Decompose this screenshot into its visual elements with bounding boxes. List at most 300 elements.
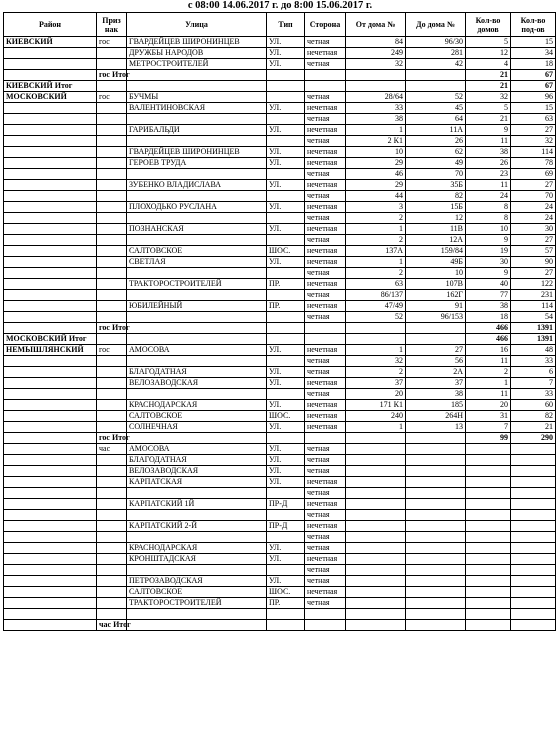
cell-district bbox=[4, 180, 97, 191]
cell-entrance-count: 18 bbox=[511, 59, 556, 70]
cell-entrance-count: 114 bbox=[511, 147, 556, 158]
cell-to-house bbox=[406, 510, 466, 521]
cell-district bbox=[4, 290, 97, 301]
table-row bbox=[4, 400, 556, 411]
cell-to-house: 96/153 bbox=[406, 312, 466, 323]
cell-house-count: 8 bbox=[466, 213, 511, 224]
cell-side: четная bbox=[305, 268, 346, 279]
cell-side: четная bbox=[305, 290, 346, 301]
cell-street bbox=[127, 389, 267, 400]
cell-entrance-count bbox=[511, 587, 556, 598]
cell-from-house: 38 bbox=[346, 114, 406, 125]
cell-street: САЛТОВСКОЕ bbox=[127, 411, 267, 422]
cell-house-count: 20 bbox=[466, 400, 511, 411]
cell-type bbox=[267, 389, 305, 400]
cell-side: нечетная bbox=[305, 499, 346, 510]
table-row bbox=[4, 411, 556, 422]
cell-district bbox=[4, 323, 97, 334]
cell-to-house: 159/84 bbox=[406, 246, 466, 257]
cell-from-house: 3 bbox=[346, 202, 406, 213]
table-row bbox=[4, 587, 556, 598]
cell-side: нечетная bbox=[305, 103, 346, 114]
cell-attribute bbox=[97, 312, 127, 323]
cell-from-house bbox=[346, 488, 406, 499]
table-row bbox=[4, 422, 556, 433]
cell-type: УЛ. bbox=[267, 125, 305, 136]
cell-type: ШОС. bbox=[267, 411, 305, 422]
cell-entrance-count bbox=[511, 543, 556, 554]
cell-from-house bbox=[346, 466, 406, 477]
cell-from-house: 86/137 bbox=[346, 290, 406, 301]
cell-entrance-count: 32 bbox=[511, 136, 556, 147]
cell-type bbox=[267, 510, 305, 521]
cell-from-house bbox=[346, 598, 406, 609]
cell-house-count: 7 bbox=[466, 422, 511, 433]
cell-attribute bbox=[97, 268, 127, 279]
cell-to-house: 185 bbox=[406, 400, 466, 411]
cell-entrance-count: 21 bbox=[511, 422, 556, 433]
cell-to-house: 38 bbox=[406, 389, 466, 400]
cell-street bbox=[127, 609, 267, 620]
cell-from-house: 20 bbox=[346, 389, 406, 400]
cell-street: ПЕТРОЗАВОДСКАЯ bbox=[127, 576, 267, 587]
cell-house-count: 21 bbox=[466, 70, 511, 81]
cell-side: четная bbox=[305, 37, 346, 48]
cell-street bbox=[127, 433, 267, 444]
cell-house-count: 18 bbox=[466, 312, 511, 323]
cell-side: четная bbox=[305, 510, 346, 521]
cell-street bbox=[127, 620, 267, 631]
cell-street: МЕТРОСТРОИТЕЛЕЙ bbox=[127, 59, 267, 70]
table-row bbox=[4, 444, 556, 455]
cell-side bbox=[305, 433, 346, 444]
table-row bbox=[4, 345, 556, 356]
page-title: с 08:00 14.06.2017 г. до 8:00 15.06.2017 г. bbox=[187, 0, 373, 11]
cell-entrance-count: 114 bbox=[511, 301, 556, 312]
cell-district bbox=[4, 356, 97, 367]
cell-from-house bbox=[346, 323, 406, 334]
table-row bbox=[4, 389, 556, 400]
cell-entrance-count: 78 bbox=[511, 158, 556, 169]
cell-attribute bbox=[97, 532, 127, 543]
cell-from-house bbox=[346, 576, 406, 587]
cell-type bbox=[267, 268, 305, 279]
cell-entrance-count bbox=[511, 521, 556, 532]
cell-district bbox=[4, 279, 97, 290]
cell-attribute bbox=[97, 48, 127, 59]
cell-from-house: 171 К1 bbox=[346, 400, 406, 411]
cell-side: четная bbox=[305, 543, 346, 554]
table-row bbox=[4, 488, 556, 499]
cell-street: ГАРИБАЛЬДИ bbox=[127, 125, 267, 136]
cell-side: нечетная bbox=[305, 301, 346, 312]
cell-side bbox=[305, 334, 346, 345]
cell-district bbox=[4, 114, 97, 125]
col-header-attribute: Приз нак bbox=[97, 13, 127, 37]
cell-type bbox=[267, 532, 305, 543]
table-body bbox=[4, 37, 556, 631]
cell-attribute bbox=[97, 125, 127, 136]
cell-from-house bbox=[346, 510, 406, 521]
table-row bbox=[4, 521, 556, 532]
cell-entrance-count bbox=[511, 499, 556, 510]
cell-district bbox=[4, 565, 97, 576]
cell-house-count: 9 bbox=[466, 125, 511, 136]
cell-entrance-count: 27 bbox=[511, 268, 556, 279]
cell-street bbox=[127, 169, 267, 180]
table-row bbox=[4, 543, 556, 554]
cell-entrance-count bbox=[511, 565, 556, 576]
cell-type bbox=[267, 334, 305, 345]
cell-from-house: 2 bbox=[346, 235, 406, 246]
cell-type: УЛ. bbox=[267, 367, 305, 378]
cell-to-house: 2А bbox=[406, 367, 466, 378]
cell-from-house: 1 bbox=[346, 224, 406, 235]
cell-side: четная bbox=[305, 488, 346, 499]
cell-from-house: 240 bbox=[346, 411, 406, 422]
cell-to-house: 91 bbox=[406, 301, 466, 312]
cell-to-house: 26 bbox=[406, 136, 466, 147]
cell-attribute bbox=[97, 147, 127, 158]
table-row bbox=[4, 268, 556, 279]
cell-to-house bbox=[406, 521, 466, 532]
table-row bbox=[4, 554, 556, 565]
table-row bbox=[4, 158, 556, 169]
table-row bbox=[4, 191, 556, 202]
col-header-from-house: От дома № bbox=[346, 13, 406, 37]
cell-attribute bbox=[97, 367, 127, 378]
cell-district bbox=[4, 488, 97, 499]
cell-from-house: 28/64 bbox=[346, 92, 406, 103]
outage-table bbox=[3, 12, 556, 631]
cell-attribute: гос Итог bbox=[97, 70, 127, 81]
cell-from-house: 37 bbox=[346, 378, 406, 389]
cell-side: нечетная bbox=[305, 180, 346, 191]
cell-to-house bbox=[406, 543, 466, 554]
cell-side: четная bbox=[305, 444, 346, 455]
cell-side: нечетная bbox=[305, 477, 346, 488]
cell-type: УЛ. bbox=[267, 444, 305, 455]
cell-district bbox=[4, 554, 97, 565]
cell-entrance-count: 96 bbox=[511, 92, 556, 103]
cell-district: НЕМЫШЛЯНСКИЙ bbox=[4, 345, 97, 356]
cell-district: КИЕВСКИЙ Итог bbox=[4, 81, 97, 92]
cell-entrance-count: 69 bbox=[511, 169, 556, 180]
cell-attribute bbox=[97, 290, 127, 301]
cell-district bbox=[4, 477, 97, 488]
cell-type: ПР-Д bbox=[267, 521, 305, 532]
cell-street: СВЕТЛАЯ bbox=[127, 257, 267, 268]
table-row bbox=[4, 510, 556, 521]
cell-from-house bbox=[346, 477, 406, 488]
cell-district bbox=[4, 400, 97, 411]
cell-district bbox=[4, 246, 97, 257]
cell-entrance-count bbox=[511, 488, 556, 499]
cell-side: четная bbox=[305, 389, 346, 400]
cell-street: БУЧМЫ bbox=[127, 92, 267, 103]
cell-district bbox=[4, 576, 97, 587]
cell-street bbox=[127, 114, 267, 125]
cell-attribute bbox=[97, 202, 127, 213]
cell-type: УЛ. bbox=[267, 147, 305, 158]
cell-entrance-count: 33 bbox=[511, 389, 556, 400]
cell-to-house: 42 bbox=[406, 59, 466, 70]
cell-to-house bbox=[406, 444, 466, 455]
table-row bbox=[4, 466, 556, 477]
cell-type: УЛ. bbox=[267, 466, 305, 477]
cell-from-house bbox=[346, 70, 406, 81]
cell-side: четная bbox=[305, 136, 346, 147]
cell-attribute bbox=[97, 466, 127, 477]
cell-entrance-count: 33 bbox=[511, 356, 556, 367]
cell-side: четная bbox=[305, 367, 346, 378]
cell-attribute bbox=[97, 356, 127, 367]
cell-attribute bbox=[97, 543, 127, 554]
cell-type bbox=[267, 609, 305, 620]
cell-type: УЛ. bbox=[267, 455, 305, 466]
col-header-street: Улица bbox=[127, 13, 267, 37]
cell-house-count: 21 bbox=[466, 81, 511, 92]
table-row bbox=[4, 147, 556, 158]
cell-to-house: 13 bbox=[406, 422, 466, 433]
cell-house-count: 4 bbox=[466, 59, 511, 70]
cell-house-count: 11 bbox=[466, 180, 511, 191]
cell-house-count bbox=[466, 576, 511, 587]
cell-district bbox=[4, 301, 97, 312]
cell-type: УЛ. bbox=[267, 422, 305, 433]
cell-from-house: 1 bbox=[346, 345, 406, 356]
cell-street: ВЕЛОЗАВОДСКАЯ bbox=[127, 378, 267, 389]
cell-from-house bbox=[346, 521, 406, 532]
cell-to-house: 12 bbox=[406, 213, 466, 224]
cell-district bbox=[4, 609, 97, 620]
table-row bbox=[4, 323, 556, 334]
cell-from-house: 84 bbox=[346, 37, 406, 48]
cell-entrance-count: 63 bbox=[511, 114, 556, 125]
cell-district bbox=[4, 147, 97, 158]
cell-house-count: 32 bbox=[466, 92, 511, 103]
table-row bbox=[4, 114, 556, 125]
cell-district bbox=[4, 268, 97, 279]
cell-to-house: 264Н bbox=[406, 411, 466, 422]
table-row bbox=[4, 609, 556, 620]
table-row bbox=[4, 620, 556, 631]
cell-from-house: 33 bbox=[346, 103, 406, 114]
cell-district bbox=[4, 59, 97, 70]
cell-street: ТРАКТОРОСТРОИТЕЛЕЙ bbox=[127, 279, 267, 290]
cell-district bbox=[4, 202, 97, 213]
cell-to-house bbox=[406, 576, 466, 587]
cell-street: КРАСНОДАРСКАЯ bbox=[127, 400, 267, 411]
cell-district bbox=[4, 499, 97, 510]
cell-entrance-count: 1391 bbox=[511, 323, 556, 334]
cell-district: МОСКОВСКИЙ bbox=[4, 92, 97, 103]
cell-side: четная bbox=[305, 114, 346, 125]
cell-street: ТРАКТОРОСТРОИТЕЛЕЙ bbox=[127, 598, 267, 609]
cell-side: нечетная bbox=[305, 279, 346, 290]
cell-district bbox=[4, 312, 97, 323]
cell-from-house: 2 К1 bbox=[346, 136, 406, 147]
cell-type: УЛ. bbox=[267, 576, 305, 587]
cell-attribute bbox=[97, 510, 127, 521]
cell-entrance-count bbox=[511, 455, 556, 466]
cell-house-count bbox=[466, 609, 511, 620]
cell-side: нечетная bbox=[305, 422, 346, 433]
cell-entrance-count bbox=[511, 444, 556, 455]
cell-district bbox=[4, 510, 97, 521]
col-header-district: Район bbox=[4, 13, 97, 37]
cell-side: нечетная bbox=[305, 378, 346, 389]
cell-house-count bbox=[466, 598, 511, 609]
cell-from-house bbox=[346, 334, 406, 345]
cell-entrance-count bbox=[511, 609, 556, 620]
table-row bbox=[4, 532, 556, 543]
cell-street: КРОНШТАДСКАЯ bbox=[127, 554, 267, 565]
table-row bbox=[4, 103, 556, 114]
cell-house-count: 1 bbox=[466, 378, 511, 389]
cell-entrance-count: 48 bbox=[511, 345, 556, 356]
cell-street bbox=[127, 312, 267, 323]
cell-street bbox=[127, 510, 267, 521]
cell-to-house: 52 bbox=[406, 92, 466, 103]
cell-side: нечетная bbox=[305, 400, 346, 411]
cell-attribute bbox=[97, 587, 127, 598]
cell-house-count: 99 bbox=[466, 433, 511, 444]
cell-side bbox=[305, 81, 346, 92]
cell-district bbox=[4, 257, 97, 268]
cell-from-house bbox=[346, 565, 406, 576]
table-row bbox=[4, 455, 556, 466]
cell-district bbox=[4, 136, 97, 147]
cell-house-count: 30 bbox=[466, 257, 511, 268]
cell-entrance-count: 15 bbox=[511, 37, 556, 48]
cell-attribute bbox=[97, 455, 127, 466]
cell-attribute bbox=[97, 389, 127, 400]
cell-side: четная bbox=[305, 191, 346, 202]
cell-type: УЛ. bbox=[267, 202, 305, 213]
cell-side bbox=[305, 620, 346, 631]
cell-entrance-count: 6 bbox=[511, 367, 556, 378]
cell-type: ПР. bbox=[267, 301, 305, 312]
cell-house-count: 9 bbox=[466, 268, 511, 279]
cell-street bbox=[127, 334, 267, 345]
cell-street: АМОСОВА bbox=[127, 345, 267, 356]
cell-side: четная bbox=[305, 356, 346, 367]
cell-house-count bbox=[466, 477, 511, 488]
cell-house-count bbox=[466, 510, 511, 521]
cell-to-house: 64 bbox=[406, 114, 466, 125]
cell-to-house bbox=[406, 499, 466, 510]
cell-district bbox=[4, 158, 97, 169]
cell-attribute bbox=[97, 81, 127, 92]
cell-attribute bbox=[97, 191, 127, 202]
cell-type: УЛ. bbox=[267, 59, 305, 70]
cell-side: нечетная bbox=[305, 345, 346, 356]
cell-attribute: гос Итог bbox=[97, 433, 127, 444]
cell-attribute: гос bbox=[97, 92, 127, 103]
cell-entrance-count: 122 bbox=[511, 279, 556, 290]
cell-to-house bbox=[406, 455, 466, 466]
cell-district bbox=[4, 422, 97, 433]
cell-house-count: 40 bbox=[466, 279, 511, 290]
cell-street bbox=[127, 290, 267, 301]
cell-type: ПР. bbox=[267, 598, 305, 609]
cell-street: БЛАГОДАТНАЯ bbox=[127, 455, 267, 466]
cell-district bbox=[4, 378, 97, 389]
cell-attribute: гос bbox=[97, 37, 127, 48]
cell-to-house: 96/30 bbox=[406, 37, 466, 48]
cell-street bbox=[127, 235, 267, 246]
cell-house-count bbox=[466, 466, 511, 477]
cell-side: нечетная bbox=[305, 587, 346, 598]
cell-to-house bbox=[406, 609, 466, 620]
cell-district bbox=[4, 587, 97, 598]
cell-to-house: 82 bbox=[406, 191, 466, 202]
table-row bbox=[4, 356, 556, 367]
cell-house-count bbox=[466, 488, 511, 499]
cell-type bbox=[267, 323, 305, 334]
cell-side: нечетная bbox=[305, 202, 346, 213]
cell-district bbox=[4, 213, 97, 224]
cell-from-house bbox=[346, 554, 406, 565]
cell-district bbox=[4, 125, 97, 136]
cell-attribute bbox=[97, 257, 127, 268]
cell-entrance-count: 7 bbox=[511, 378, 556, 389]
cell-house-count: 8 bbox=[466, 202, 511, 213]
cell-from-house: 29 bbox=[346, 180, 406, 191]
cell-street bbox=[127, 213, 267, 224]
col-header-entrance-count: Кол-во под-ов bbox=[511, 13, 556, 37]
cell-entrance-count: 57 bbox=[511, 246, 556, 257]
cell-to-house bbox=[406, 433, 466, 444]
cell-street: КАРПАТСКИЙ 2-Й bbox=[127, 521, 267, 532]
col-header-side: Сторона bbox=[305, 13, 346, 37]
cell-district: КИЕВСКИЙ bbox=[4, 37, 97, 48]
cell-type: УЛ. bbox=[267, 257, 305, 268]
cell-attribute bbox=[97, 378, 127, 389]
cell-house-count: 38 bbox=[466, 147, 511, 158]
cell-from-house bbox=[346, 587, 406, 598]
cell-from-house: 2 bbox=[346, 367, 406, 378]
cell-side: четная bbox=[305, 169, 346, 180]
cell-district bbox=[4, 466, 97, 477]
table-row bbox=[4, 169, 556, 180]
cell-street bbox=[127, 488, 267, 499]
cell-from-house bbox=[346, 543, 406, 554]
cell-to-house: 11А bbox=[406, 125, 466, 136]
cell-type: УЛ. bbox=[267, 158, 305, 169]
cell-to-house bbox=[406, 620, 466, 631]
cell-from-house bbox=[346, 532, 406, 543]
cell-house-count: 466 bbox=[466, 334, 511, 345]
cell-side: четная bbox=[305, 235, 346, 246]
cell-attribute bbox=[97, 235, 127, 246]
cell-attribute: гос bbox=[97, 345, 127, 356]
cell-attribute bbox=[97, 213, 127, 224]
cell-attribute bbox=[97, 301, 127, 312]
cell-district: МОСКОВСКИЙ Итог bbox=[4, 334, 97, 345]
cell-to-house bbox=[406, 488, 466, 499]
cell-street: КАРПАТСКИЙ 1Й bbox=[127, 499, 267, 510]
cell-from-house: 46 bbox=[346, 169, 406, 180]
cell-to-house: 45 bbox=[406, 103, 466, 114]
cell-district bbox=[4, 532, 97, 543]
cell-district bbox=[4, 444, 97, 455]
table-row bbox=[4, 477, 556, 488]
cell-to-house bbox=[406, 466, 466, 477]
cell-type bbox=[267, 620, 305, 631]
cell-attribute: час bbox=[97, 444, 127, 455]
